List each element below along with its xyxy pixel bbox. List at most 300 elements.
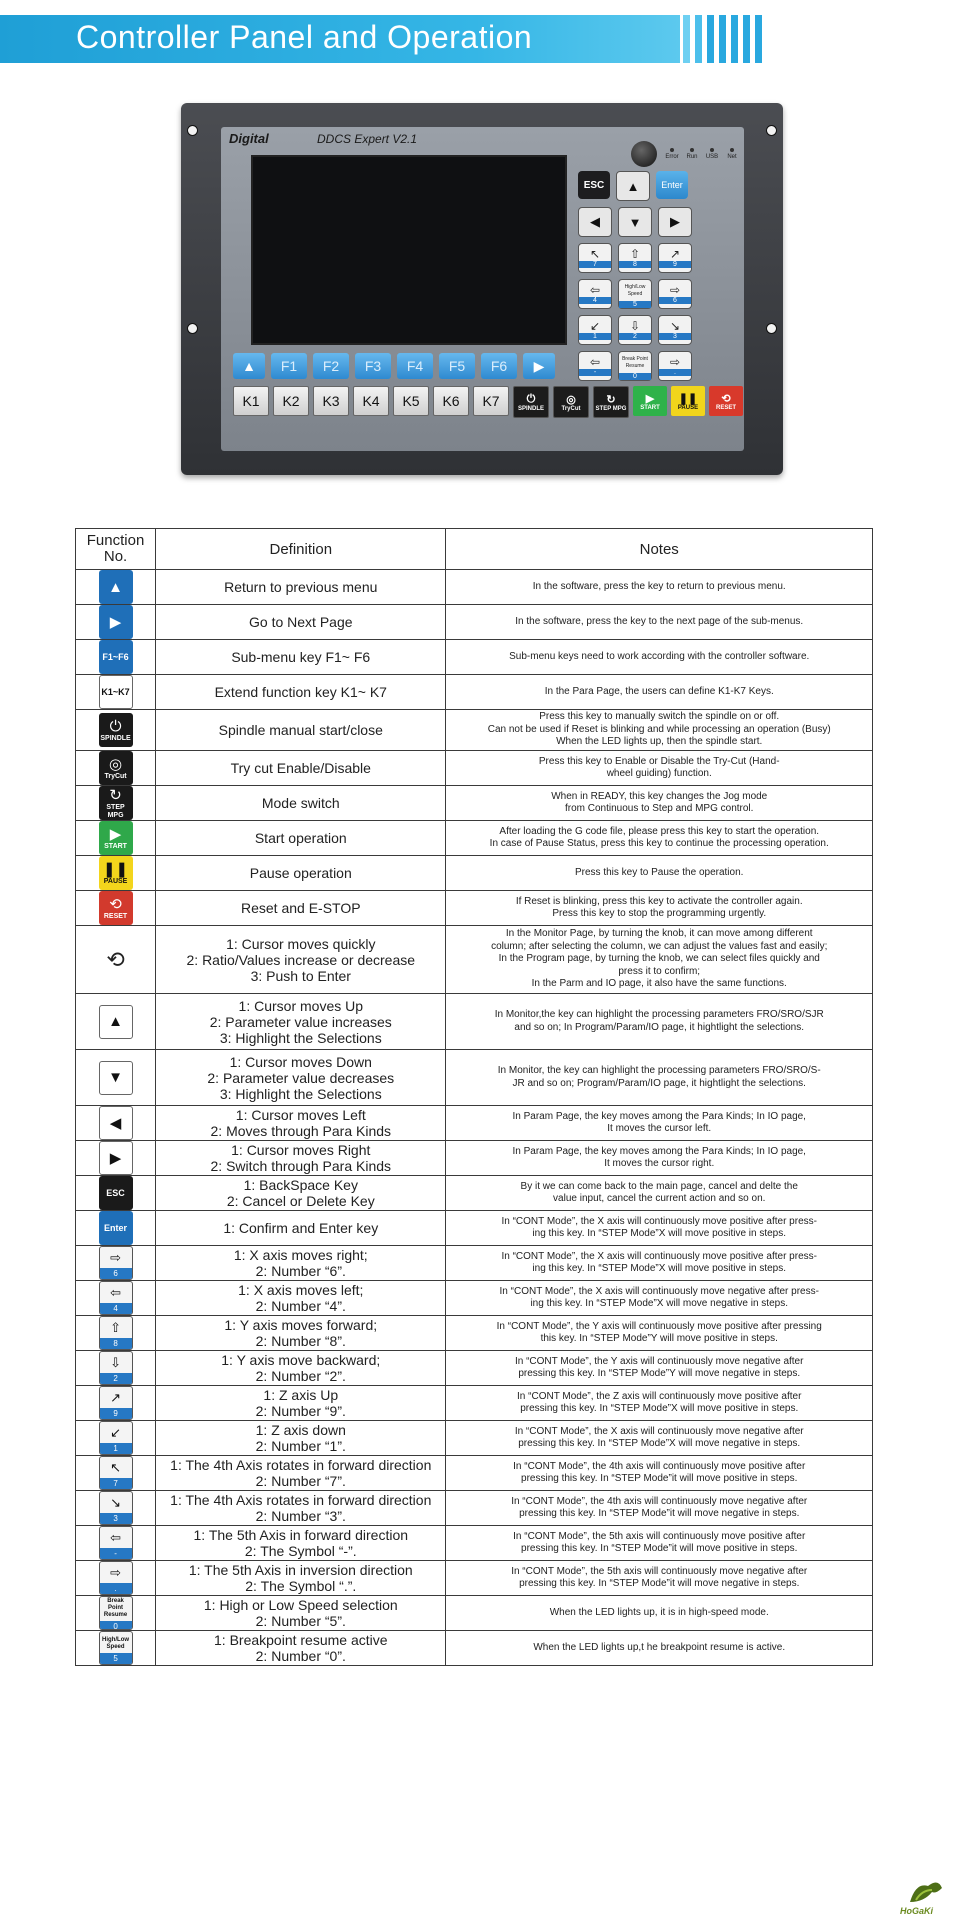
key-label: PAUSE [103,877,128,885]
key-label: High/Low Speed [102,1636,130,1650]
function-icon-cell [76,1281,156,1316]
mount-hole [187,125,198,136]
key-number: 0 [619,373,651,380]
k-key[interactable]: K3 [313,386,349,416]
key-label: Enter [104,1222,128,1233]
mount-hole [766,125,777,136]
header-definition: Definition [156,529,446,570]
key-label: PAUSE [677,404,699,411]
key-glyph: Break Point Resume [622,355,648,369]
key-glyph: ⇨ [110,1564,121,1580]
function-icon-cell [76,1141,156,1176]
key-glyph: ▶ [109,613,122,631]
enter-key[interactable]: Enter [656,171,688,199]
definition-cell: 1: The 5th Axis in forward direction 2: The Symbol “-”. [156,1526,446,1561]
x-plus-key-icon [99,1246,133,1280]
notes-cell: In “CONT Mode”, the X axis will continuously move negative after press- ing this key. In “STEP Mode”X will move negative in steps. [446,1281,873,1316]
notes-cell: In Param Page, the key moves among the Para Kinds; In IO page, It moves the cursor right. [446,1141,873,1176]
rotary-knob[interactable] [631,141,657,167]
z-minus-key-icon [99,1421,133,1455]
a-minus-key-icon [99,1491,133,1525]
z-plus-key-icon [99,1386,133,1420]
key-number: 7 [100,1478,132,1489]
f-key[interactable]: F3 [355,353,391,379]
definition-cell: Try cut Enable/Disable [156,751,446,786]
definition-cell: 1: Cursor moves Down 2: Parameter value decreases 3: Highlight the Selections [156,1050,446,1106]
function-icon-cell [76,926,156,994]
key-number: 3 [659,333,691,340]
notes-cell: In the Monitor Page, by turning the knob, it can move among different column; after selecting the column, we can adjust the values fast and easily; In the Program page, by turning the knob, we can select files quickly and press it to confirm; In the Parm and IO page, it also have the same functions. [446,926,873,994]
key-number: 2 [619,333,651,340]
function-icon-cell [76,570,156,605]
notes-cell: Press this key to manually switch the spindle on or off. Can not be used if Reset is blinking and while processing an operation (Busy) When the LED lights up, then the spindle start. [446,710,873,751]
key-number: 8 [100,1338,132,1349]
definition-cell: 1: Y axis moves forward; 2: Number “8”. [156,1316,446,1351]
function-icon-cell [76,1631,156,1666]
function-icon-cell [76,1106,156,1141]
k-key[interactable]: K4 [353,386,389,416]
b-plus-key-icon [99,1526,133,1560]
right-arrow-key[interactable]: ▶ [658,207,692,237]
start-key[interactable] [633,386,667,416]
key-glyph: ⇩ [629,319,641,333]
number-key[interactable] [658,351,692,381]
notes-cell: When in READY, this key changes the Jog mode from Continuous to Step and MPG control. [446,786,873,821]
function-icon-cell [76,1456,156,1491]
trycut-icon: ◎ [566,393,576,406]
function-icon-cell [76,1050,156,1106]
key-glyph: ◀ [109,1114,122,1132]
table-row [76,1176,873,1211]
table-row [76,1386,873,1421]
y-minus-key-icon [99,1351,133,1385]
pause-key-icon [99,856,133,890]
f-key[interactable]: F4 [397,353,433,379]
function-icon-cell [76,1316,156,1351]
key-label: START [104,842,127,850]
key-number: 4 [579,297,611,304]
table-row [76,605,873,640]
definition-cell: Mode switch [156,786,446,821]
led-light [670,148,674,152]
definition-cell: 1: Z axis down 2: Number “1”. [156,1421,446,1456]
key-number: 5 [100,1653,132,1664]
notes-cell: In the software, press the key to return to previous menu. [446,570,873,605]
start-key-icon [99,821,133,855]
function-key-row [233,353,555,379]
key-label: TryCut [561,405,581,412]
notes-cell: In the Para Page, the users can define K1-K7 Keys. [446,675,873,710]
notes-cell: In Param Page, the key moves among the Para Kinds; In IO page, It moves the cursor left. [446,1106,873,1141]
definition-cell: 1: Y axis move backward; 2: Number “2”. [156,1351,446,1386]
function-icon-cell [76,994,156,1050]
definition-cell: 1: Cursor moves Right 2: Switch through Para Kinds [156,1141,446,1176]
number-key[interactable] [578,279,612,309]
table-row [76,1526,873,1561]
key-glyph: ⇦ [110,1529,121,1545]
function-icon-cell [76,710,156,751]
down-arrow-key[interactable]: ▼ [618,207,652,237]
left-arrow-key[interactable]: ◀ [578,207,612,237]
knob-icon [99,943,133,977]
function-icon-cell [76,821,156,856]
table-row [76,1631,873,1666]
title-banner [0,15,680,63]
table-row [76,1316,873,1351]
key-glyph: ↘ [110,1494,121,1510]
key-label: TryCut [104,772,127,780]
key-glyph: ↗ [110,1389,121,1405]
table-row [76,1141,873,1176]
header-notes: Notes [446,529,873,570]
table-row [76,856,873,891]
definition-cell: 1: Cursor moves Up 2: Parameter value increases 3: Highlight the Selections [156,994,446,1050]
notes-cell: In “CONT Mode”, the Z axis will continuously move positive after pressing this key. In “STEP Mode”X will move positive in steps. [446,1386,873,1421]
notes-cell: In the software, press the key to the next page of the sub-menus. [446,605,873,640]
definition-cell: 1: High or Low Speed selection 2: Number “5”. [156,1596,446,1631]
table-row [76,786,873,821]
back-arrow-key[interactable]: ▲ [233,353,265,379]
k-key-row [233,386,743,418]
function-icon-cell [76,891,156,926]
keypad-row [578,207,738,237]
right-arrow-key-icon [99,605,133,639]
notes-cell: If Reset is blinking, press this key to activate the controller again. Press this key to stop the programming urgently. [446,891,873,926]
keypad-row [578,279,738,309]
key-glyph: ⇦ [589,355,601,369]
notes-cell: In “CONT Mode”, the 5th axis will continuously move negative after pressing this key. In “STEP Mode”it will move negative in steps. [446,1561,873,1596]
function-icon-cell [76,1491,156,1526]
key-glyph: ▶ [109,825,122,843]
status-leds [665,148,739,160]
definition-cell: Pause operation [156,856,446,891]
table-row [76,1106,873,1141]
pause-icon: ❚❚ [678,392,698,405]
k-key[interactable]: K6 [433,386,469,416]
table-row [76,1050,873,1106]
key-glyph: ⇨ [110,1249,121,1265]
k-key[interactable]: K1 [233,386,269,416]
spindle-key-icon [99,713,133,747]
key-glyph: ⇧ [110,1319,121,1335]
table-row [76,1456,873,1491]
b-minus-key-icon [99,1561,133,1595]
f-key[interactable]: F2 [313,353,349,379]
key-glyph: ▲ [108,1013,123,1030]
function-icon-cell [76,1421,156,1456]
led-light [710,148,714,152]
number-key[interactable] [618,315,652,345]
pause-key[interactable] [671,386,705,416]
mount-hole [766,323,777,334]
definition-cell: Return to previous menu [156,570,446,605]
notes-cell: In “CONT Mode”, the 5th axis will continuously move positive after pressing this key. In “STEP Mode”it will move positive in steps. [446,1526,873,1561]
key-number: 9 [100,1408,132,1419]
key-label: RESET [715,404,736,411]
key-label: K1~K7 [101,686,130,697]
number-key[interactable] [618,351,652,381]
key-label: SPINDLE [100,734,131,742]
key-glyph: ▶ [109,1149,122,1167]
notes-cell: In “CONT Mode”, the 4th axis will continuously move positive after pressing this key. In “STEP Mode”it will move positive in steps. [446,1456,873,1491]
key-number: - [579,369,611,376]
keypad [578,171,738,387]
table-row [76,675,873,710]
key-glyph: ↗ [669,247,681,261]
key-glyph: ↘ [669,319,681,333]
up-arrow-key-icon [99,570,133,604]
key-glyph: ⇩ [110,1354,121,1370]
function-icon-cell [76,675,156,710]
status-led [725,148,739,160]
f-key[interactable]: F5 [439,353,475,379]
key-label: STEP MPG [595,405,627,412]
keypad-row [578,315,738,345]
banner-stripes [683,15,762,63]
key-label: F1~F6 [102,651,129,662]
reset-key-icon [99,891,133,925]
reset-key[interactable] [709,386,743,416]
mode-key[interactable] [593,386,629,418]
definition-cell: 1: The 4th Axis rotates in forward direction 2: Number “7”. [156,1456,446,1491]
key-number: . [659,369,691,376]
key-number: 1 [100,1443,132,1454]
key-glyph: ⇨ [669,283,681,297]
table-row [76,1281,873,1316]
definition-cell: 1: X axis moves left; 2: Number “4”. [156,1281,446,1316]
function-icon-cell [76,605,156,640]
speed-key-icon [99,1631,133,1665]
table-row [76,821,873,856]
notes-cell: Press this key to Enable or Disable the Try-Cut (Hand- wheel guiding) function. [446,751,873,786]
brand-logo: Digital [229,131,269,146]
key-glyph: ❚❚ [102,860,129,878]
key-label: RESET [103,912,128,920]
number-key[interactable] [658,315,692,345]
definition-cell: 1: BackSpace Key 2: Cancel or Delete Key [156,1176,446,1211]
notes-cell: In “CONT Mode”, the 4th axis will continuously move negative after pressing this key. In “STEP Mode”it will move negative in steps. [446,1491,873,1526]
key-glyph: ⟲ [109,895,122,913]
table-header-row [76,529,873,570]
cursor-up-key-icon [99,1005,133,1039]
number-key[interactable] [618,279,652,309]
definition-cell: 1: Cursor moves Left 2: Moves through Para Kinds [156,1106,446,1141]
table-row [76,891,873,926]
definition-cell: Sub-menu key F1~ F6 [156,640,446,675]
notes-cell: Sub-menu keys need to work according with the controller software. [446,640,873,675]
k-keys-icon [99,675,133,709]
key-glyph: ↖ [110,1459,121,1475]
next-arrow-key[interactable]: ▶ [523,353,555,379]
key-number: 2 [100,1373,132,1384]
key-glyph: ▼ [108,1069,123,1086]
table-row [76,640,873,675]
function-icon-cell [76,1386,156,1421]
knob-glyph: ⟲ [106,946,125,972]
k-key[interactable]: K2 [273,386,309,416]
function-icon-cell [76,1351,156,1386]
f-key[interactable]: F1 [271,353,307,379]
function-table [75,528,873,1666]
definition-cell: 1: The 5th Axis in inversion direction 2: The Symbol “.”. [156,1561,446,1596]
status-led [685,148,699,160]
keypad-row [578,243,738,273]
table-row [76,710,873,751]
lcd-screen [251,155,567,345]
function-icon-cell [76,640,156,675]
keypad-row [578,171,738,201]
number-key[interactable] [578,351,612,381]
key-label: STEP MPG [106,803,125,819]
spindle-key[interactable] [513,386,549,418]
model-label: DDCS Expert V2.1 [317,132,418,146]
spindle-icon: ⏻ [526,392,536,405]
key-number: . [100,1583,132,1594]
notes-cell: When the LED lights up,t he breakpoint resume is active. [446,1631,873,1666]
start-icon: ▶ [645,392,655,405]
mode-icon: ↻ [606,393,616,406]
esc-key[interactable]: ESC [578,171,610,199]
mount-hole [187,323,198,334]
key-number: 3 [100,1513,132,1524]
definition-cell: Extend function key K1~ K7 [156,675,446,710]
esc-key-icon [99,1176,133,1210]
table-row [76,1561,873,1596]
definition-cell: Spindle manual start/close [156,710,446,751]
number-key[interactable] [658,243,692,273]
definition-cell: 1: The 4th Axis rotates in forward direction 2: Number “3”. [156,1491,446,1526]
y-plus-key-icon [99,1316,133,1350]
a-plus-key-icon [99,1456,133,1490]
notes-cell: In “CONT Mode”, the X axis will continuously move positive after press- ing this key. In “STEP Mode”X will move positive in steps. [446,1211,873,1246]
key-glyph: ⇨ [669,355,681,369]
notes-cell: In Monitor, the key can highlight the processing parameters FRO/SRO/S- JR and so on; Program/Param/IO page, it hightlight the selections. [446,1050,873,1106]
key-label: ESC [106,1187,125,1198]
key-glyph: ↻ [109,786,122,804]
function-icon-cell [76,786,156,821]
notes-cell: In “CONT Mode”, the X axis will continuously move positive after press- ing this key. In “STEP Mode”X will move positive in steps. [446,1246,873,1281]
header-function-no: Function No. [76,529,156,570]
key-glyph: ⇦ [589,283,601,297]
led-label: USB [705,154,719,160]
k-key[interactable]: K7 [473,386,509,416]
led-label: Net [727,154,737,160]
key-number: 9 [659,261,691,268]
table-row [76,570,873,605]
logo-text: HoGaKi [900,1906,934,1916]
trycut-key[interactable] [553,386,589,418]
key-number: 0 [100,1621,132,1630]
key-number: 1 [579,333,611,340]
notes-cell: Press this key to Pause the operation. [446,856,873,891]
number-key[interactable] [578,243,612,273]
key-label: SPINDLE [517,405,544,412]
table-row [76,1351,873,1386]
notes-cell: After loading the G code file, please press this key to start the operation. In case of Pause Status, press this key to continue the processing operation. [446,821,873,856]
key-glyph: ↙ [110,1424,121,1440]
key-glyph: ⏻ [109,717,122,735]
f-keys-icon [99,640,133,674]
key-glyph: High/Low Speed [624,283,646,297]
k-key[interactable]: K5 [393,386,429,416]
enter-key-icon [99,1211,133,1245]
cursor-right-key-icon [99,1141,133,1175]
controller-face [221,127,744,451]
keypad-row [578,351,738,381]
led-light [690,148,694,152]
function-icon-cell [76,751,156,786]
key-number: 6 [100,1268,132,1279]
status-led [705,148,719,160]
definition-cell: 1: Cursor moves quickly 2: Ratio/Values increase or decrease 3: Push to Enter [156,926,446,994]
notes-cell: In Monitor,the key can highlight the processing parameters FRO/SRO/SJR and so on; In Program/Param/IO page, it hightlight the selections. [446,994,873,1050]
table-row [76,926,873,994]
number-key[interactable] [658,279,692,309]
key-number: 6 [659,297,691,304]
table-row [76,1491,873,1526]
key-number: 4 [100,1303,132,1314]
mode-key-icon [99,786,133,820]
key-number: 7 [579,261,611,268]
definition-cell: 1: Confirm and Enter key [156,1211,446,1246]
status-led [665,148,679,160]
key-label: Break Point Resume [103,1598,128,1618]
notes-cell: In “CONT Mode”, the Y axis will continuously move positive after pressing this key. In “STEP Mode”Y will move positive in steps. [446,1316,873,1351]
table-row [76,751,873,786]
table-row [76,994,873,1050]
led-label: Error [665,154,679,160]
notes-cell: By it we can come back to the main page, cancel and delte the value input, cancel the current action and so on. [446,1176,873,1211]
definition-cell: Go to Next Page [156,605,446,640]
key-number: - [100,1548,132,1559]
key-glyph: ▲ [108,578,123,596]
definition-cell: 1: X axis moves right; 2: Number “6”. [156,1246,446,1281]
led-label: Run [686,154,698,160]
key-label: START [640,404,660,411]
trycut-key-icon [99,751,133,785]
function-icon-cell [76,1561,156,1596]
table-row [76,1211,873,1246]
function-icon-cell [76,1246,156,1281]
table-row [76,1596,873,1631]
notes-cell: In “CONT Mode”, the X axis will continuously move negative after pressing this key. In “STEP Mode”X will move negative in steps. [446,1421,873,1456]
table-row [76,1246,873,1281]
key-glyph: ⇧ [629,247,641,261]
led-light [730,148,734,152]
definition-cell: Reset and E-STOP [156,891,446,926]
reset-icon: ⟲ [721,392,731,405]
page-title: Controller Panel and Operation [76,19,533,55]
definition-cell: 1: Z axis Up 2: Number “9”. [156,1386,446,1421]
function-icon-cell [76,1596,156,1631]
f-key[interactable]: F6 [481,353,517,379]
up-arrow-key[interactable]: ▲ [616,171,650,201]
function-icon-cell [76,1526,156,1561]
x-minus-key-icon [99,1281,133,1315]
breakpoint-key-icon [99,1596,133,1630]
notes-cell: When the LED lights up, it is in high-speed mode. [446,1596,873,1631]
key-number: 5 [619,301,651,308]
function-icon-cell [76,856,156,891]
controller-panel [181,103,783,475]
definition-cell: Start operation [156,821,446,856]
number-key[interactable] [618,243,652,273]
number-key[interactable] [578,315,612,345]
cursor-left-key-icon [99,1106,133,1140]
function-icon-cell [76,1211,156,1246]
key-glyph: ↙ [589,319,601,333]
key-glyph: ⇦ [110,1284,121,1300]
